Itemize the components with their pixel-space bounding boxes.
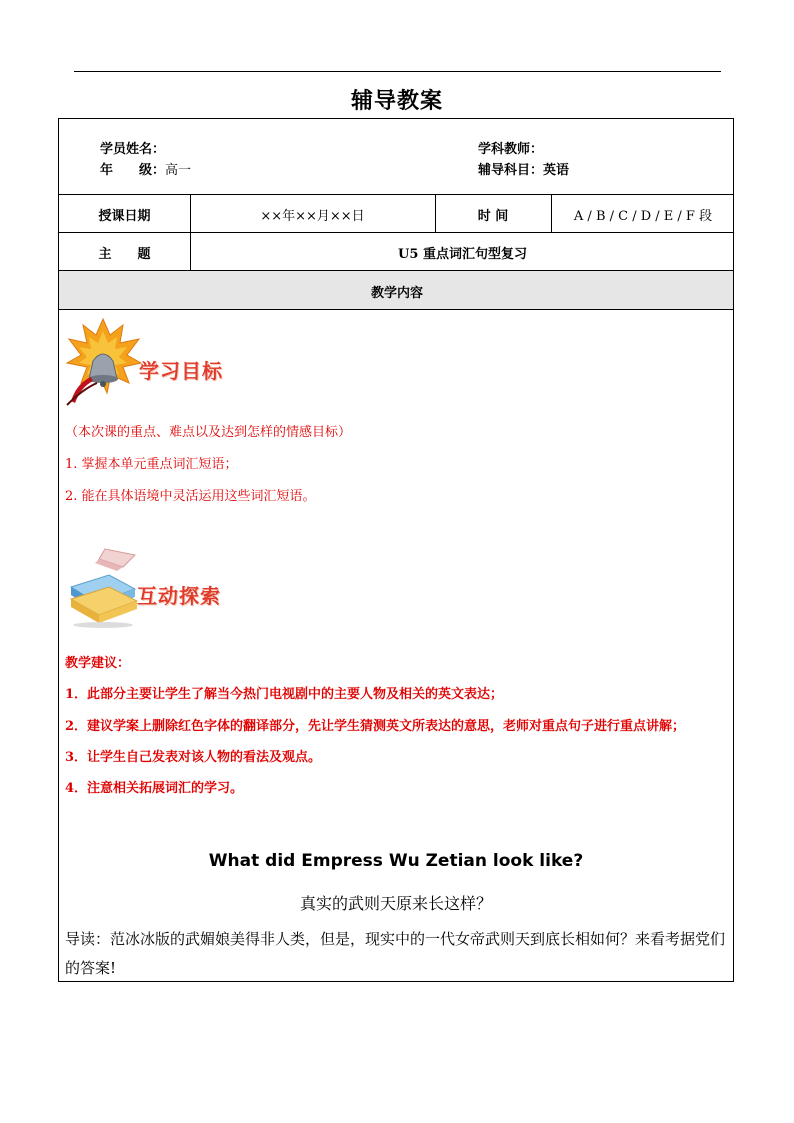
grade-value: 高一 (165, 163, 192, 178)
suggestion-item: 3．让学生自己发表对该人物的看法及观点。 (65, 750, 322, 765)
objective-item: 2. 能在具体语境中灵活运用这些词汇短语。 (65, 489, 316, 504)
subject-label: 辅导科目： (478, 163, 544, 178)
maple-leaf-bell-icon (63, 317, 143, 407)
suggestion-title: 教学建议： (65, 656, 131, 671)
suggestion-item: 1．此部分主要让学生了解当今热门电视剧中的主要人物及相关的英文表达； (65, 687, 504, 702)
content-header: 教学内容 (370, 286, 423, 301)
row-divider (59, 232, 733, 233)
grade-row (100, 159, 191, 178)
row-divider (59, 309, 733, 310)
student-name-label: 学员姓名： (100, 142, 166, 157)
time-label: 时 间 (477, 209, 509, 224)
top-rule (74, 71, 721, 72)
suggestion-item: 4．注意相关拓展词汇的学习。 (65, 781, 244, 796)
article-intro: 导读：范冰冰版的武媚娘美得非人类，但是，现实中的一代女帝武则天到底长相如何？来看考据党们的答案! (65, 930, 726, 977)
objectives-intro: （本次课的重点、难点以及达到怎样的情感目标） (65, 425, 352, 440)
date-value: ××年××月××日 (260, 209, 365, 224)
subject-row (478, 159, 569, 178)
books-icon (65, 545, 141, 629)
objective-item: 1. 掌握本单元重点词汇短语； (65, 457, 238, 472)
article-title-en: What did Empress Wu Zetian look like? (208, 851, 584, 871)
objectives-badge-text: 学习目标 (139, 359, 223, 383)
suggestion-item: 2．建议学案上删除红色字体的翻译部分，先让学生猜测英文所表达的意思，老师对重点句子进行重点讲解； (65, 719, 686, 734)
document-title: 辅导教案 (350, 88, 443, 114)
teacher-label: 学科教师： (478, 142, 544, 157)
grade-label: 年 级： (100, 163, 166, 178)
lesson-plan-table (58, 118, 734, 982)
topic-value: U5 重点词汇句型复习 (398, 247, 527, 262)
time-value: A / B / C / D / E / F 段 (573, 209, 713, 224)
subject-value: 英语 (543, 163, 570, 178)
article-title-cn: 真实的武则天原来长这样？ (299, 894, 492, 913)
topic-label: 主 题 (98, 247, 151, 262)
row-divider (59, 194, 733, 195)
date-label: 授课日期 (98, 209, 151, 224)
interactive-badge-text: 互动探索 (137, 584, 221, 608)
